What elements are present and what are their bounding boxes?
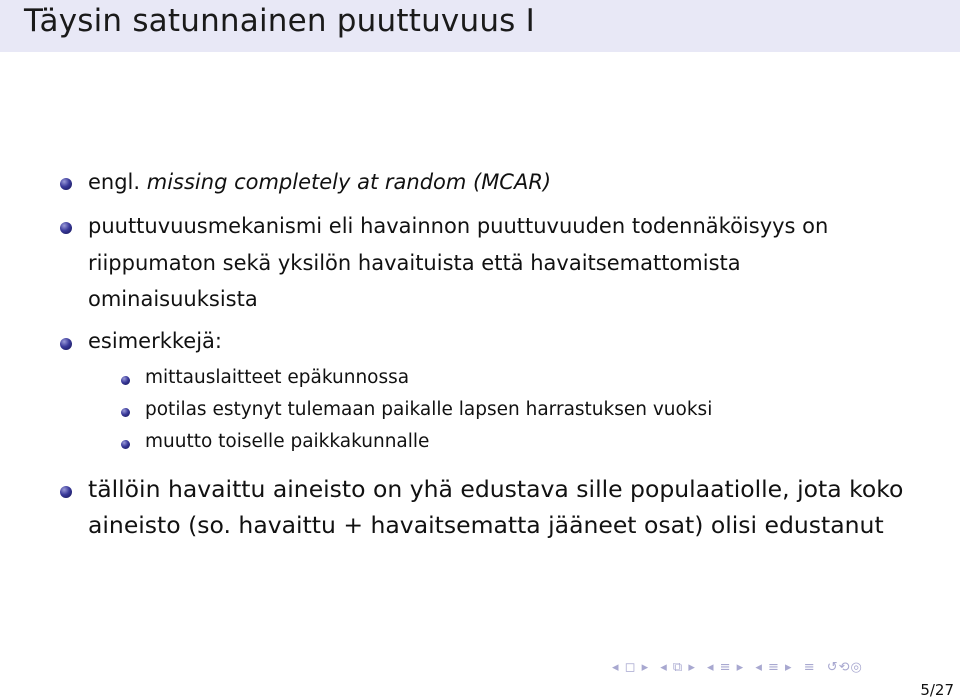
bullet-item-line: puuttuvuusmekanismi eli havainnon puuttuvuuden todennäköisyys on bbox=[88, 214, 829, 238]
sub-item: potilas estynyt tulemaan paikalle lapsen harrastuksen vuoksi bbox=[145, 399, 713, 420]
sub-item: muutto toiselle paikkakunnalle bbox=[145, 431, 430, 452]
bullet-item-mcar bbox=[88, 170, 551, 194]
sub-bullet-icon bbox=[121, 376, 130, 385]
nav-frame-icon[interactable]: ≡ bbox=[803, 660, 816, 675]
title-bar bbox=[0, 0, 960, 52]
sub-bullet-icon bbox=[121, 440, 130, 449]
sub-item: mittauslaitteet epäkunnossa bbox=[145, 367, 410, 388]
bullet-item-examples: esimerkkejä: bbox=[88, 329, 222, 353]
bullet-item-line: ominaisuuksista bbox=[88, 287, 258, 311]
search-icon[interactable]: ↺⟲◎ bbox=[826, 660, 863, 675]
bullet-item-line: riippumaton sekä yksilön havaituista että havaitsemattomista bbox=[88, 251, 741, 275]
nav-section-icon[interactable]: ◂ ≡ ▸ bbox=[707, 660, 745, 675]
bullet-item-line: aineisto (so. havaittu + havaitsematta jääneet osat) olisi edustanut bbox=[88, 511, 884, 539]
nav-frame-left-icon[interactable]: ◂ ◻ ▸ bbox=[612, 660, 650, 675]
item-italic-term: missing completely at random (MCAR) bbox=[146, 170, 552, 194]
nav-doc-icon[interactable]: ◂ ≡ ▸ bbox=[755, 660, 793, 675]
nav-subsection-icon[interactable]: ◂ ⧉ ▸ bbox=[660, 660, 696, 675]
beamer-navigation bbox=[612, 660, 869, 678]
bullet-icon bbox=[60, 338, 72, 350]
bullet-icon bbox=[60, 222, 72, 234]
item-prefix: engl. bbox=[88, 170, 147, 194]
bullet-icon bbox=[60, 178, 72, 190]
bullet-icon bbox=[60, 486, 72, 498]
slide-title: Täysin satunnainen puuttuvuus I bbox=[24, 3, 535, 39]
sub-bullet-icon bbox=[121, 408, 130, 417]
page-number: 5/27 bbox=[920, 681, 954, 699]
bullet-item-line: tällöin havaittu aineisto on yhä edustava sille populaatiolle, jota koko bbox=[88, 475, 904, 503]
